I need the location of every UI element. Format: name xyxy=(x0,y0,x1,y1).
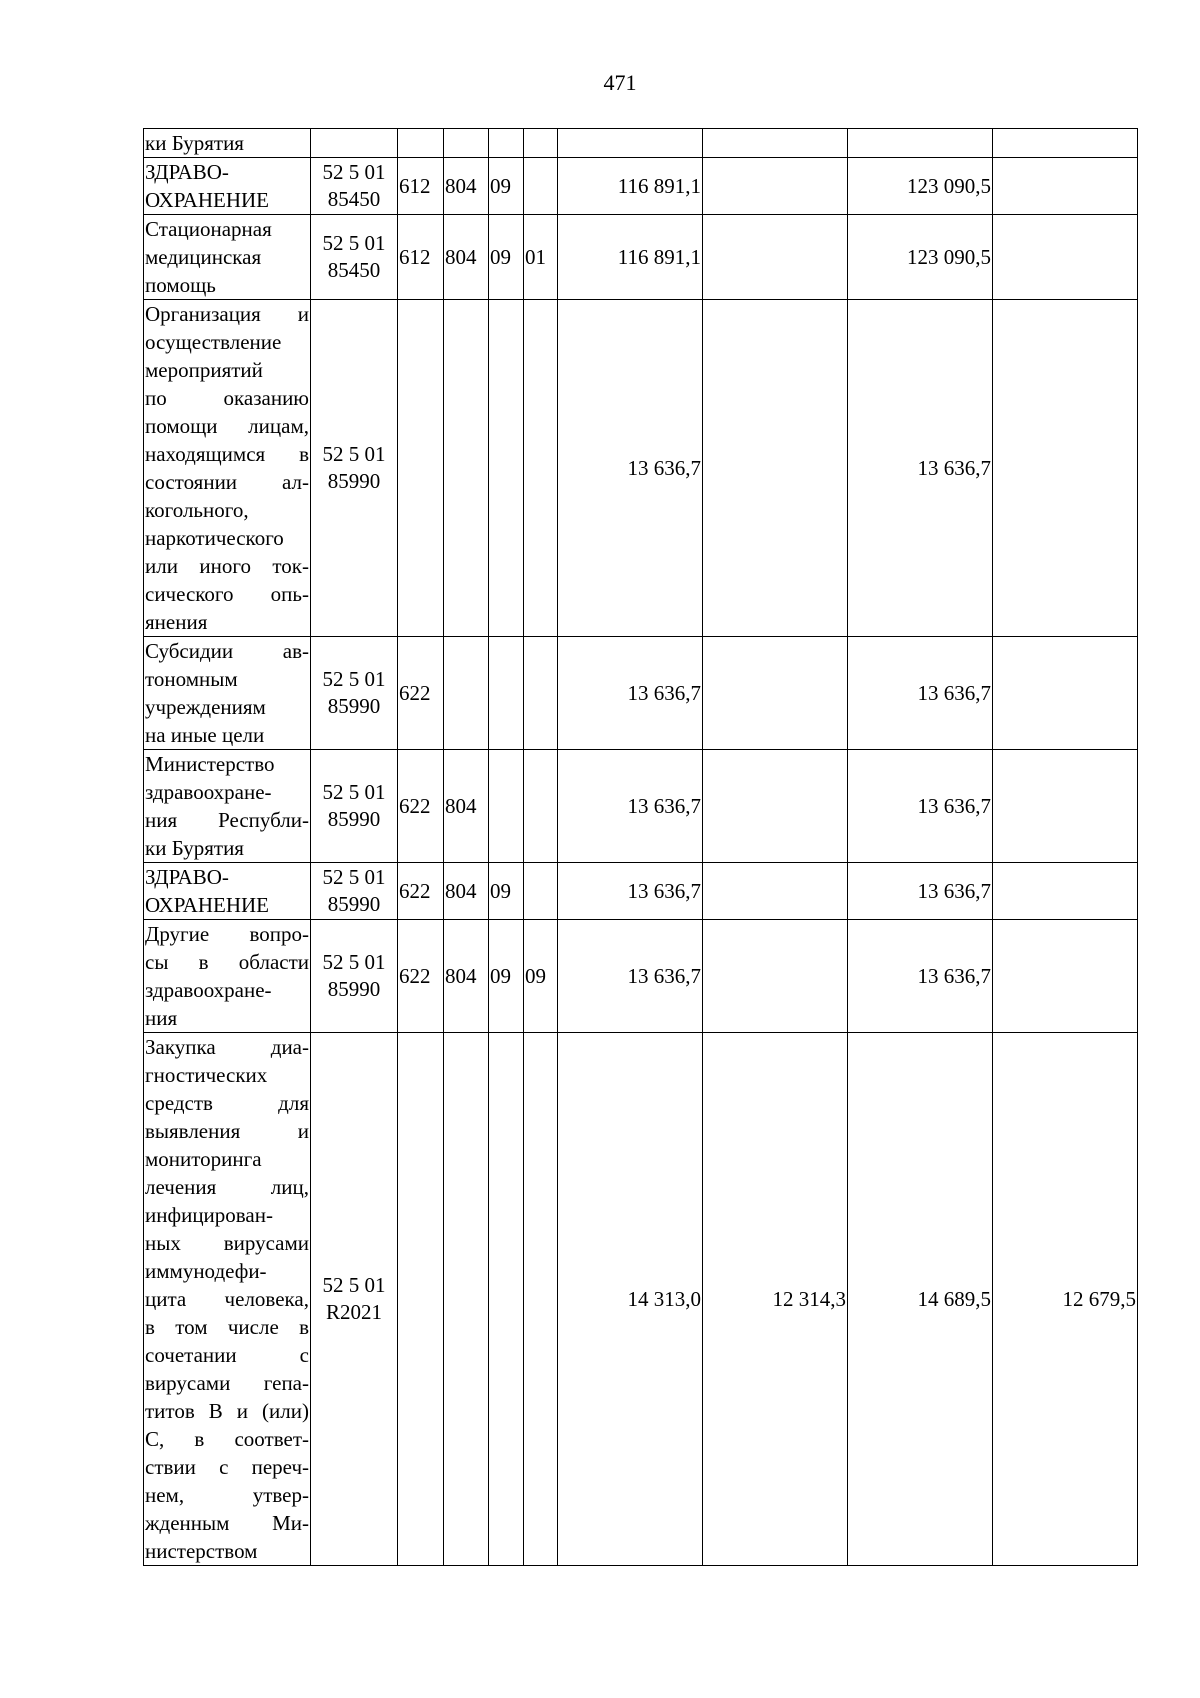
row-value-2-cell: 12 314,3 xyxy=(703,1033,848,1566)
row-target-code-line: 85990 xyxy=(327,892,381,916)
row-name-line: ствии с переч- xyxy=(145,1455,309,1479)
row-value-3-cell xyxy=(848,129,993,158)
row-name-line: здравоохране- xyxy=(145,978,272,1002)
row-name-line: ния xyxy=(145,1006,178,1030)
row-target-code-line: 52 5 01 xyxy=(322,442,386,466)
row-name-line: Министерство xyxy=(145,752,275,776)
row-target-code-line: 85450 xyxy=(327,187,381,211)
row-value-2-cell xyxy=(703,750,848,863)
row-target-code-line: 85990 xyxy=(327,807,381,831)
row-name-line: ЗДРАВО- xyxy=(145,865,229,889)
row-name-line: гностических xyxy=(145,1063,268,1087)
row-value-3-cell: 123 090,5 xyxy=(848,215,993,300)
row-name-line: средств для xyxy=(145,1091,309,1115)
row-department-cell: 804 xyxy=(444,920,489,1033)
row-name-line: ОХРАНЕНИЕ xyxy=(145,188,270,212)
row-name-line: ных вирусами xyxy=(145,1231,309,1255)
table-row xyxy=(144,637,1138,750)
row-target-code-line: 52 5 01 xyxy=(322,1273,386,1297)
row-value-3-cell: 14 689,5 xyxy=(848,1033,993,1566)
row-section-cell xyxy=(489,129,524,158)
row-target-code-line: 52 5 01 xyxy=(322,667,386,691)
table-row xyxy=(144,158,1138,215)
row-section-cell xyxy=(489,300,524,637)
row-name-line: тономным xyxy=(145,667,238,691)
row-department-cell xyxy=(444,300,489,637)
row-target-code-line: 52 5 01 xyxy=(322,231,386,255)
row-target-code-cell xyxy=(311,129,398,158)
row-name-line: Стационарная xyxy=(145,217,272,241)
row-name-line: цита человека, xyxy=(145,1287,309,1311)
row-name-line: вирусами гепа- xyxy=(145,1371,309,1395)
row-name-line: помощь xyxy=(145,273,216,297)
row-name-line: в том числе в xyxy=(145,1315,309,1339)
row-value-4-cell xyxy=(993,863,1138,920)
row-name-line: лечения лиц, xyxy=(145,1175,309,1199)
row-value-2-cell xyxy=(703,215,848,300)
row-name-line: жденным Ми- xyxy=(145,1511,309,1535)
row-section-cell xyxy=(489,1033,524,1566)
row-value-3-cell: 123 090,5 xyxy=(848,158,993,215)
row-name-line: помощи лицам, xyxy=(145,414,309,438)
row-value-3-cell: 13 636,7 xyxy=(848,920,993,1033)
row-target-code-line: 52 5 01 xyxy=(322,950,386,974)
row-value-2-cell xyxy=(703,300,848,637)
row-value-2-cell xyxy=(703,920,848,1033)
table-row xyxy=(144,129,1138,158)
row-section-cell: 09 xyxy=(489,215,524,300)
row-subsection-cell xyxy=(524,300,558,637)
row-value-1-cell: 13 636,7 xyxy=(558,300,703,637)
page-number: 471 xyxy=(603,70,637,95)
row-name-line: C, в соответ- xyxy=(145,1427,309,1451)
row-target-code-cell xyxy=(311,1033,398,1566)
row-department-cell: 804 xyxy=(444,750,489,863)
row-target-code-line: 85990 xyxy=(327,977,381,1001)
row-name-line: ЗДРАВО- xyxy=(145,160,229,184)
row-expense-type-cell: 612 xyxy=(398,158,444,215)
row-name-line: здравоохране- xyxy=(145,780,272,804)
row-subsection-cell: 09 xyxy=(524,920,558,1033)
row-department-cell xyxy=(444,637,489,750)
row-department-cell: 804 xyxy=(444,215,489,300)
row-target-code-line: 85990 xyxy=(327,694,381,718)
row-value-3-cell: 13 636,7 xyxy=(848,300,993,637)
row-name-line: Субсидии ав- xyxy=(145,639,309,663)
row-value-2-cell xyxy=(703,863,848,920)
row-target-code-line: 52 5 01 xyxy=(322,780,386,804)
row-name-line: медицинская xyxy=(145,245,262,269)
row-subsection-cell: 01 xyxy=(524,215,558,300)
row-subsection-cell xyxy=(524,750,558,863)
row-section-cell: 09 xyxy=(489,920,524,1033)
row-name-line: нистерством xyxy=(145,1539,258,1563)
row-department-cell xyxy=(444,129,489,158)
row-value-2-cell xyxy=(703,637,848,750)
row-name-cell xyxy=(144,215,311,300)
row-target-code-cell xyxy=(311,215,398,300)
row-section-cell: 09 xyxy=(489,863,524,920)
row-name-line: сы в области xyxy=(145,950,309,974)
table-row xyxy=(144,1033,1138,1566)
row-name-line: мониторинга xyxy=(145,1147,262,1171)
row-target-code-cell xyxy=(311,920,398,1033)
table-row xyxy=(144,863,1138,920)
row-section-cell: 09 xyxy=(489,158,524,215)
row-name-line: титов B и (или) xyxy=(145,1399,309,1423)
table-row xyxy=(144,300,1138,637)
row-department-cell: 804 xyxy=(444,863,489,920)
row-expense-type-cell: 622 xyxy=(398,637,444,750)
row-expense-type-cell: 612 xyxy=(398,215,444,300)
row-value-3-cell: 13 636,7 xyxy=(848,750,993,863)
table-row xyxy=(144,920,1138,1033)
row-value-3-cell: 13 636,7 xyxy=(848,637,993,750)
row-value-3-cell: 13 636,7 xyxy=(848,863,993,920)
row-value-4-cell xyxy=(993,158,1138,215)
row-target-code-cell xyxy=(311,863,398,920)
row-value-1-cell: 13 636,7 xyxy=(558,750,703,863)
row-name-line: иммунодефи- xyxy=(145,1259,267,1283)
row-name-line: ния Республи- xyxy=(145,808,309,832)
row-name-line: ки Бурятия xyxy=(145,131,244,155)
row-subsection-cell xyxy=(524,637,558,750)
row-target-code-line: 85450 xyxy=(327,258,381,282)
row-target-code-cell xyxy=(311,750,398,863)
row-section-cell xyxy=(489,750,524,863)
row-name-line: или иного ток- xyxy=(145,554,309,578)
row-target-code-cell xyxy=(311,637,398,750)
row-name-line: когольного, xyxy=(145,498,249,522)
row-value-4-cell xyxy=(993,637,1138,750)
row-target-code-line: 52 5 01 xyxy=(322,865,386,889)
row-value-1-cell: 116 891,1 xyxy=(558,215,703,300)
row-target-code-line: R2021 xyxy=(325,1300,382,1324)
row-subsection-cell xyxy=(524,1033,558,1566)
row-subsection-cell xyxy=(524,129,558,158)
row-value-2-cell xyxy=(703,129,848,158)
table-row xyxy=(144,215,1138,300)
row-value-4-cell xyxy=(993,300,1138,637)
row-name-cell xyxy=(144,863,311,920)
row-name-cell xyxy=(144,129,311,158)
row-name-line: сочетании с xyxy=(145,1343,309,1367)
table-body xyxy=(144,129,1138,1566)
row-value-2-cell xyxy=(703,158,848,215)
row-name-cell xyxy=(144,300,311,637)
row-expense-type-cell: 622 xyxy=(398,920,444,1033)
row-name-line: находящимся в xyxy=(145,442,309,466)
row-expense-type-cell xyxy=(398,300,444,637)
table-row xyxy=(144,750,1138,863)
row-name-line: осуществление xyxy=(145,330,282,354)
row-name-line: на иные цели xyxy=(145,723,265,747)
row-name-cell xyxy=(144,1033,311,1566)
row-name-line: Организация и xyxy=(145,302,309,326)
row-target-code-line: 52 5 01 xyxy=(322,160,386,184)
row-name-line: сического опь- xyxy=(145,582,309,606)
row-name-cell xyxy=(144,920,311,1033)
row-department-cell xyxy=(444,1033,489,1566)
row-value-1-cell xyxy=(558,129,703,158)
row-value-4-cell xyxy=(993,129,1138,158)
row-target-code-line: 85990 xyxy=(327,469,381,493)
row-name-line: состоянии ал- xyxy=(145,470,309,494)
row-name-line: учреждениям xyxy=(145,695,266,719)
row-name-cell xyxy=(144,637,311,750)
row-target-code-cell xyxy=(311,158,398,215)
row-value-1-cell: 14 313,0 xyxy=(558,1033,703,1566)
row-department-cell: 804 xyxy=(444,158,489,215)
row-value-4-cell: 12 679,5 xyxy=(993,1033,1138,1566)
row-expense-type-cell xyxy=(398,129,444,158)
row-name-line: янения xyxy=(145,610,208,634)
row-target-code-cell xyxy=(311,300,398,637)
row-expense-type-cell xyxy=(398,1033,444,1566)
row-value-1-cell: 13 636,7 xyxy=(558,637,703,750)
row-name-line: Другие вопро- xyxy=(145,922,309,946)
row-name-line: наркотического xyxy=(145,526,284,550)
row-name-line: выявления и xyxy=(145,1119,309,1143)
row-value-1-cell: 13 636,7 xyxy=(558,863,703,920)
row-value-4-cell xyxy=(993,920,1138,1033)
row-section-cell xyxy=(489,637,524,750)
row-value-4-cell xyxy=(993,215,1138,300)
row-value-1-cell: 116 891,1 xyxy=(558,158,703,215)
row-name-line: нем, утвер- xyxy=(145,1483,309,1507)
row-name-line: по оказанию xyxy=(145,386,309,410)
row-value-4-cell xyxy=(993,750,1138,863)
row-value-1-cell: 13 636,7 xyxy=(558,920,703,1033)
row-name-cell xyxy=(144,750,311,863)
budget-table xyxy=(143,128,1138,1566)
row-name-cell xyxy=(144,158,311,215)
row-subsection-cell xyxy=(524,158,558,215)
row-name-line: Закупка диа- xyxy=(145,1035,309,1059)
row-subsection-cell xyxy=(524,863,558,920)
row-expense-type-cell: 622 xyxy=(398,863,444,920)
row-expense-type-cell: 622 xyxy=(398,750,444,863)
row-name-line: ки Бурятия xyxy=(145,836,244,860)
row-name-line: мероприятий xyxy=(145,358,263,382)
row-name-line: инфицирован- xyxy=(145,1203,273,1227)
row-name-line: ОХРАНЕНИЕ xyxy=(145,893,270,917)
